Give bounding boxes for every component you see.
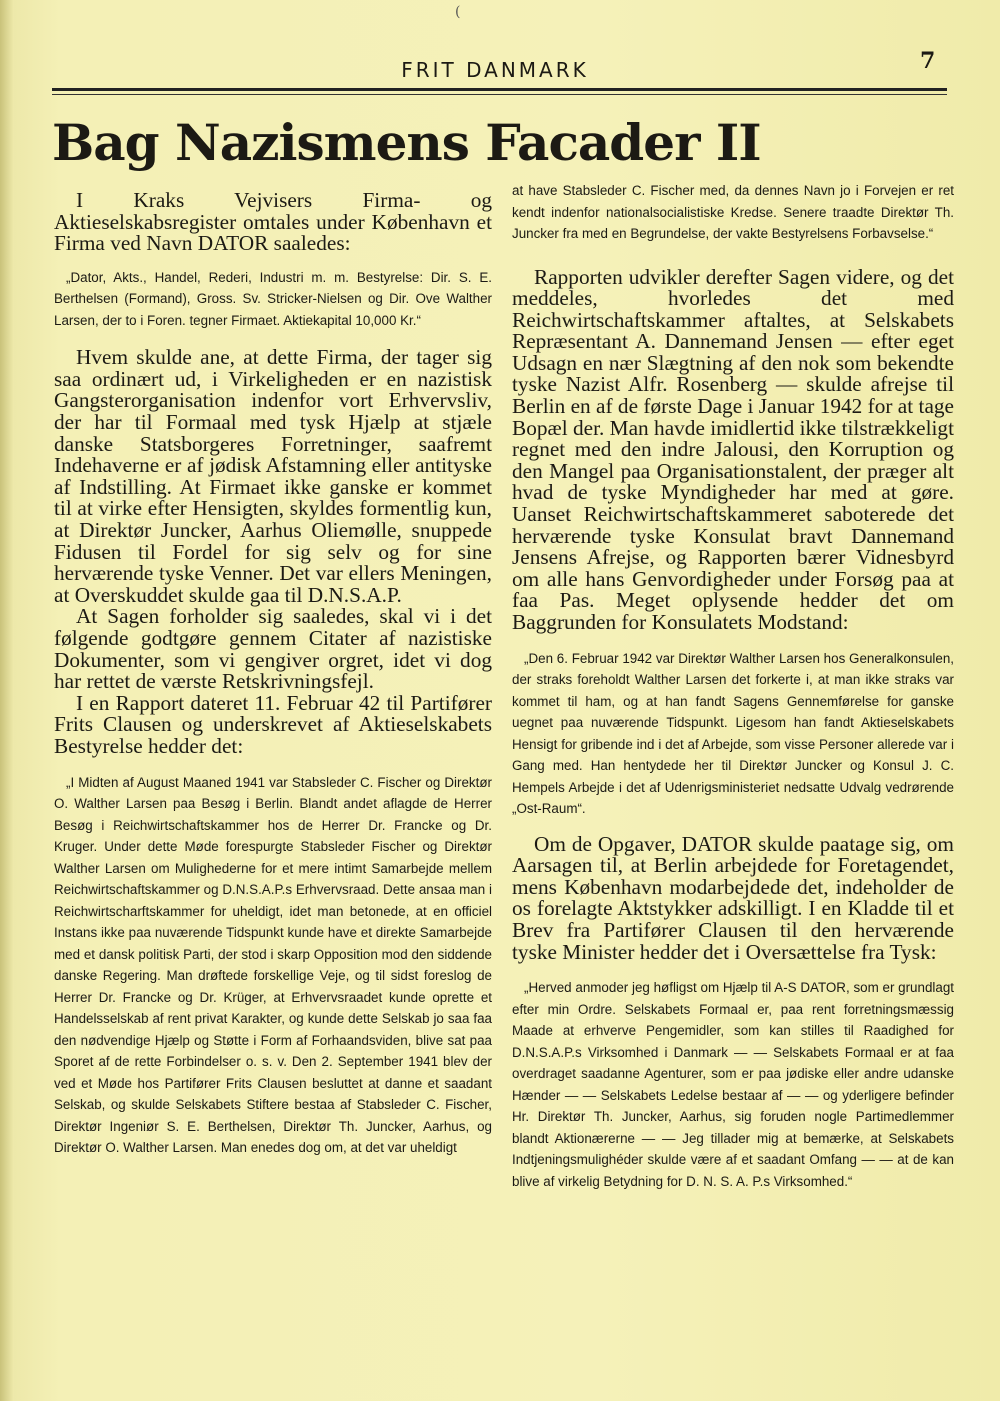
left-column (54, 190, 492, 1159)
right-column (512, 180, 954, 1192)
page-number: 7 (920, 48, 936, 74)
letter-quote: „Herved anmoder jeg høfligst om Hjælp til A-S DATOR, som er grundlagt efter min Ordre. Selskabets Formaal er, paa rent forretningsmæssig Maade at erhverve Pengemidler, som kan stilles til Raadighed for D.N.S.A.P.s Virksomhed i Danmark — — Selskabets Formaal er at faa overdraget saadanne Agenturer, som er paa jødiske eller andre udanske Hænder — — Selskabets Ledelse bestaar af — — og yderligere befinder Hr. Direktør Th. Juncker, Aarhus, sig foruden nogle Partimedlemmer blandt Aktionærerne — — Jeg tillader mig at bemærke, at Selskabets Indtjeningsmulighéder skulde være af et saadant Omfang — — at de kan blive af virkelig Betydning for D. N. S. A. P.s Virksomhed.“ (512, 980, 954, 1189)
header-rule-thin (52, 94, 947, 95)
article-headline: Bag Nazismens Facader II (52, 113, 761, 172)
consulate-quote: „Den 6. Februar 1942 var Direktør Walther Larsen hos Generalkonsulen, der straks foreholdt Walther Larsen det forkerte i, at man ikke straks var kommet til ham, og at han fandt Sagens Gennemførelse for ganske uegnet paa nuværende Tidspunkt. Ligesom han fandt Aktieselskabets Hensigt for gribende ind i det af Arbejde, som visse Personer allerede var i Gang med. Han hentydede her til Direktør Juncker og Konsul J. C. Hempels Arbejde i det af Udenrigsministeriet nedsatte Udvalg vedrørende „Ost-Raum“. (512, 650, 954, 817)
register-quote: „Dator, Akts., Handel, Rederi, Industri m. m. Bestyrelse: Dir. S. E. Berthelsen (Formand), Gross. Sv. Stricker-Nielsen og Dir. Ove Walther Larsen, der to i Foren. tegner Firmaet. Aktiekapital 10,000 Kr.“ (54, 269, 492, 328)
report-quote-continued: at have Stabsleder C. Fischer med, da dennes Navn jo i Forvejen er ret kendt indenfor nationalsocialistiske Kredse. Senere traadte Direktør Th. Juncker fra med en Begrundelse, der vakte Bestyrelsens Forbavselse.“ (512, 183, 954, 241)
paragraph-4: Rapporten udvikler derefter Sagen videre, og det meddeles, hvorledes det med Reichwirtschaftskammer aftaltes, at Selskabets Repræsentant A. Dannemand Jensen — efter eget Udsagn en nær Slægtning af den nok som bekendte tyske Nazist Alfr. Rosenberg — skulde afrejse til Berlin en af de første Dage i Januar 1942 for at tage Bopæl der. Man havde imidlertid ikke tilstrækkeligt regnet med den indre Jalousi, den Korruption og den Mangel paa Organisationstalent, der præger alt hvad de tyske Myndigheder har med at gøre. Uanset Reichwirtschaftskammeret saboterede det herværende tyske Konsulat bravt Dannemand Jensens Afrejse, og Rapporten bærer Vidnesbyrd om alle hans Genvordigheder under Forsøg paa at faa Pas. Meget oplysende hedder det om Baggrunden for Konsulatets Modstand: (512, 264, 954, 634)
header-rule (52, 88, 947, 91)
top-margin-mark: ( (455, 4, 461, 20)
intro-paragraph: I Kraks Vejvisers Firma- og Aktieselskabsregister omtales under København et Firma ved Navn DATOR saaledes: (54, 188, 492, 256)
paragraph-3: I en Rapport dateret 11. Februar 42 til Partifører Frits Clausen og underskrevet af Aktieselskabets Bestyrelse hedder det: (54, 690, 492, 758)
paragraph-2: At Sagen forholder sig saaledes, skal vi i det følgende godtgøre gennem Citater af nazistiske Dokumenter, som vi gengiver orgret, idet vi dog har rettet de værste Retskrivningsfejl. (54, 604, 492, 694)
paragraph-1: Hvem skulde ane, at dette Firma, der tager sig saa ordinært ud, i Virkeligheden er en nazistisk Gangsterorganisation indenfor vort Erhvervsliv, der har til Formaal med tysk Hjælp at stjæle danske Statsborgeres Forretninger, saafremt Indehaverne er af jødisk Afstamning eller antityske af Indstilling. At Firmaet ikke ganske er kommet til at virke efter Hensigten, skyldes formentlig kun, at Direktør Juncker, Aarhus Oliemølle, snuppede Fidusen til Fordel for sig selv og for sine herværende tyske Venner. Det var ellers Meningen, at Overskuddet skulde gaa til D.N.S.A.P. (54, 345, 492, 607)
paragraph-5: Om de Opgaver, DATOR skulde paatage sig, om Aarsagen til, at Berlin arbejdede for Foretagendet, mens København modarbejdede det, indeholder de os forelagte Aktstykker adskilligt. I en Kladde til et Brev fra Partifører Clausen til den herværende tyske Minister hedder det i Oversættelse fra Tysk: (512, 831, 954, 964)
page-spine-shadow (0, 0, 14, 1401)
running-head: FRIT DANMARK (401, 58, 589, 82)
report-quote: „I Midten af August Maaned 1941 var Stabsleder C. Fischer og Direktør O. Walther Larsen paa Besøg i Berlin. Blandt andet aflagde de Herrer Besøg i Reichwirtschaftskammer hos de Herrer Dr. Francke og Dr. Kruger. Under dette Møde forespurgte Stabsleder Fischer og Direktør Walther Larsen om Mulighederne for et mere intimt Samarbejde mellem Reichwirtschaftskammer og D.N.S.A.P.s Erhvervsraad. Dette ansaa man i Reichwirtscharftskammer for uheldigt, idet man betonede, at en officiel Instans ikke paa nuværende Tidspunkt kunde have et direkte Samarbejde med et dansk politisk Parti, der stod i skarp Opposition mod den siddende danske Regering. Man drøftede forskellige Veje, og til sidst foreslog de Herrer Dr. Francke og Dr. Krüger, at Erhvervsraadet kunde oprette et Handelsselskab af rent privat Karakter, og kunde dette Selskab jo saa faa den nødvendige Hjælp og Støtte i Form af Forhaandsviden, blive sat paa Sporet af de rette Forbindelser o. s. v. Den 2. September 1941 blev der ved et Møde hos Partifører Frits Clausen besluttet at danne et saadant Selskab, og skulde Selskabets Stiftere bestaa af Stabsleder C. Fischer, Direktør Ingeniør S. E. Berthelsen, Direktør Th. Juncker, Aarhus, og Direktør O. Walther Larsen. Man enedes dog om, at det var uheldigt (54, 774, 492, 1156)
